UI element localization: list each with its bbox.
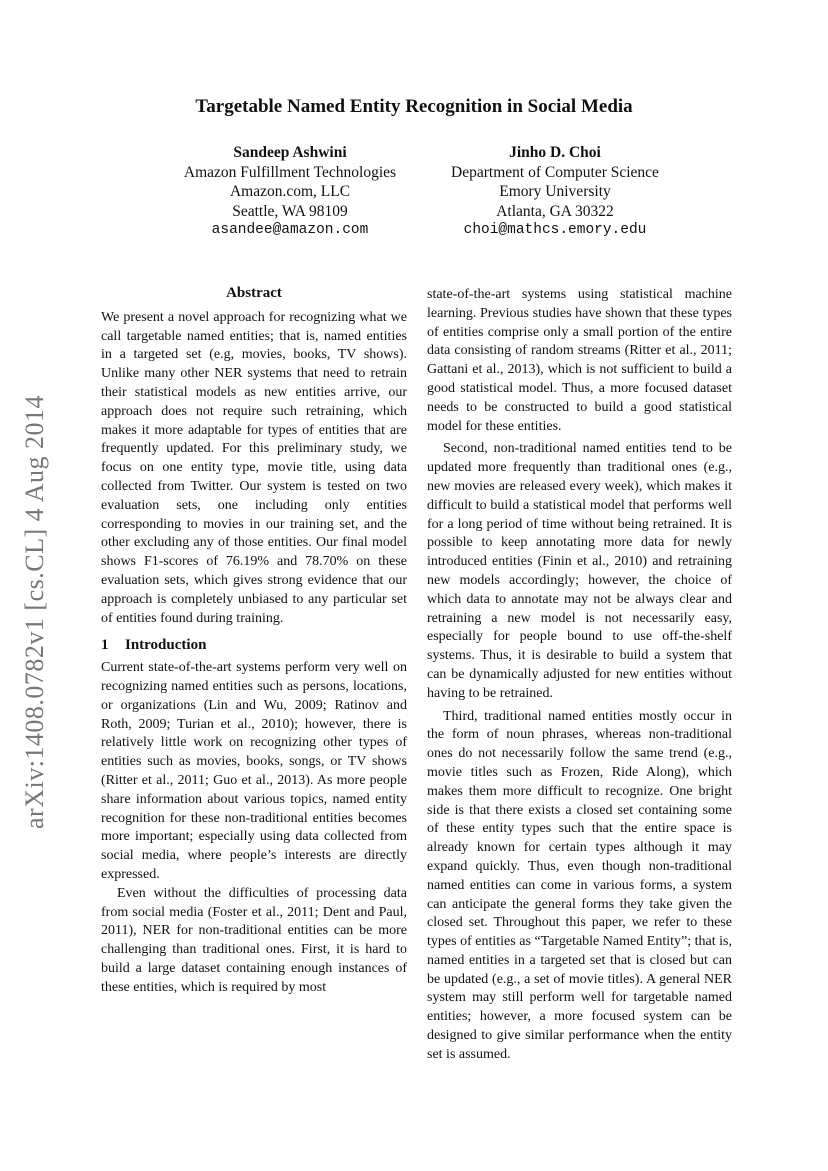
author-affiliation: Amazon Fulfillment Technologies	[183, 163, 397, 181]
paper-title: Targetable Named Entity Recognition in Social Media	[195, 96, 633, 117]
paragraph: Current state-of-the-art systems perform very well on recognizing named entities such as persons, locations, or organizations (Lin and Wu, 2009; Ratinov and Roth, 2009; Turian et al., 2010); however, there is relatively little work on recognizing other types of entities such as movies, books, songs, or TV shows (Ritter et al., 2011; Guo et al., 2013). As more people share information about various topics, named entity recognition for these non-traditional entities becomes more important; especially using data collected from social media, where people’s interests are directly expressed.	[101, 660, 407, 882]
author-email: choi@mathcs.emory.edu	[463, 222, 647, 238]
author-block-2	[405, 143, 705, 241]
author-affiliation: Amazon.com, LLC	[229, 183, 351, 200]
author-email: asandee@amazon.com	[211, 222, 369, 238]
author-affiliation: Emory University	[499, 183, 611, 200]
paragraph: Third, traditional named entities mostly occur in the form of noun phrases, whereas non-traditional ones do not necessarily follow the same trend (e.g., movie titles such as Frozen, Ride Along), which makes them more difficult to recognize. One bright side is that there exists a closed set containing some of these entity types such that the entire space is already known for certain types although it may expand quickly. Thus, even though non-traditional named entities can come in various forms, a system can anticipate the general forms they take given the closed set. Throughout this paper, we refer to these types of entities as “Targetable Named Entity”; that is, named entities in a targeted set that is closed but can be updated (e.g., a set of movie titles). A general NER system may still perform well for targetable named entities; however, a more focused system can be designed to give similar performance when the entity set is assumed.	[427, 708, 732, 1062]
paragraph: Second, non-traditional named entities tend to be updated more frequently than traditional ones (e.g., new movies are released every week), which makes it difficult to build a statistical model that performs well for a long period of time without being retrained. It is possible to keep annotating more data for newly introduced entities (Finin et al., 2010) and retraining new models accordingly; however, the choice of which data to annotate may not be always clear and retraining a new model is not necessarily easy, especially for people bound to use off-the-shelf systems. Thus, it is desirable to build a system that can be dynamically adjusted for new entities without having to be retrained.	[427, 441, 732, 701]
author-address: Seattle, WA 98109	[232, 202, 348, 220]
abstract-text: We present a novel approach for recognizing what we call targetable named entities; that is, named entities in a targeted set (e.g, movies, books, TV shows). Unlike many other NER systems that need to retrain their statistical models as new entities arrive, our approach does not require such retraining, which makes it more adaptable for types of entities that are frequently updated. For this preliminary study, we focus on one entity type, movie title, using data collected from Twitter. Our system is tested on two evaluation sets, one including only entities corresponding to movies in our training set, and the other excluding any of those entities. Our final model shows F1-scores of 76.19% and 78.70% on these evaluation sets, which gives strong evidence that our approach is completely unbiased to any particular set of entities found during training.	[101, 309, 407, 626]
right-column	[427, 286, 732, 1065]
author-affiliation: Department of Computer Science	[451, 163, 659, 181]
author-name: Jinho D. Choi	[509, 144, 601, 161]
author-block-1	[140, 143, 440, 241]
abstract-heading: Abstract	[226, 285, 282, 301]
section-title: Introduction	[125, 637, 207, 654]
left-column	[101, 284, 407, 997]
paragraph: Even without the difficulties of processing data from social media (Foster et al., 2011; Dent and Paul, 2011), NER for non-traditional entities can be more challenging than traditional ones. First, it is hard to build a large dataset containing enough instances of these entities, which is required by most	[101, 885, 407, 995]
arxiv-identifier: arXiv:1408.0782v1 [cs.CL] 4 Aug 2014	[20, 395, 49, 829]
author-address: Atlanta, GA 30322	[496, 202, 614, 220]
author-name: Sandeep Ashwini	[233, 144, 347, 161]
arxiv-sidebar	[14, 372, 56, 852]
paragraph: state-of-the-art systems using statistical machine learning. Previous studies have shown that these types of entities comprise only a small portion of the entire data consisting of random streams (Ritter et al., 2011; Gattani et al., 2013), which is not sufficient to build a good statistical model. Thus, a more focused dataset needs to be constructed to build a good statistical model for these entities.	[427, 287, 732, 434]
section-number: 1	[101, 637, 109, 654]
section-heading-introduction	[101, 636, 407, 655]
